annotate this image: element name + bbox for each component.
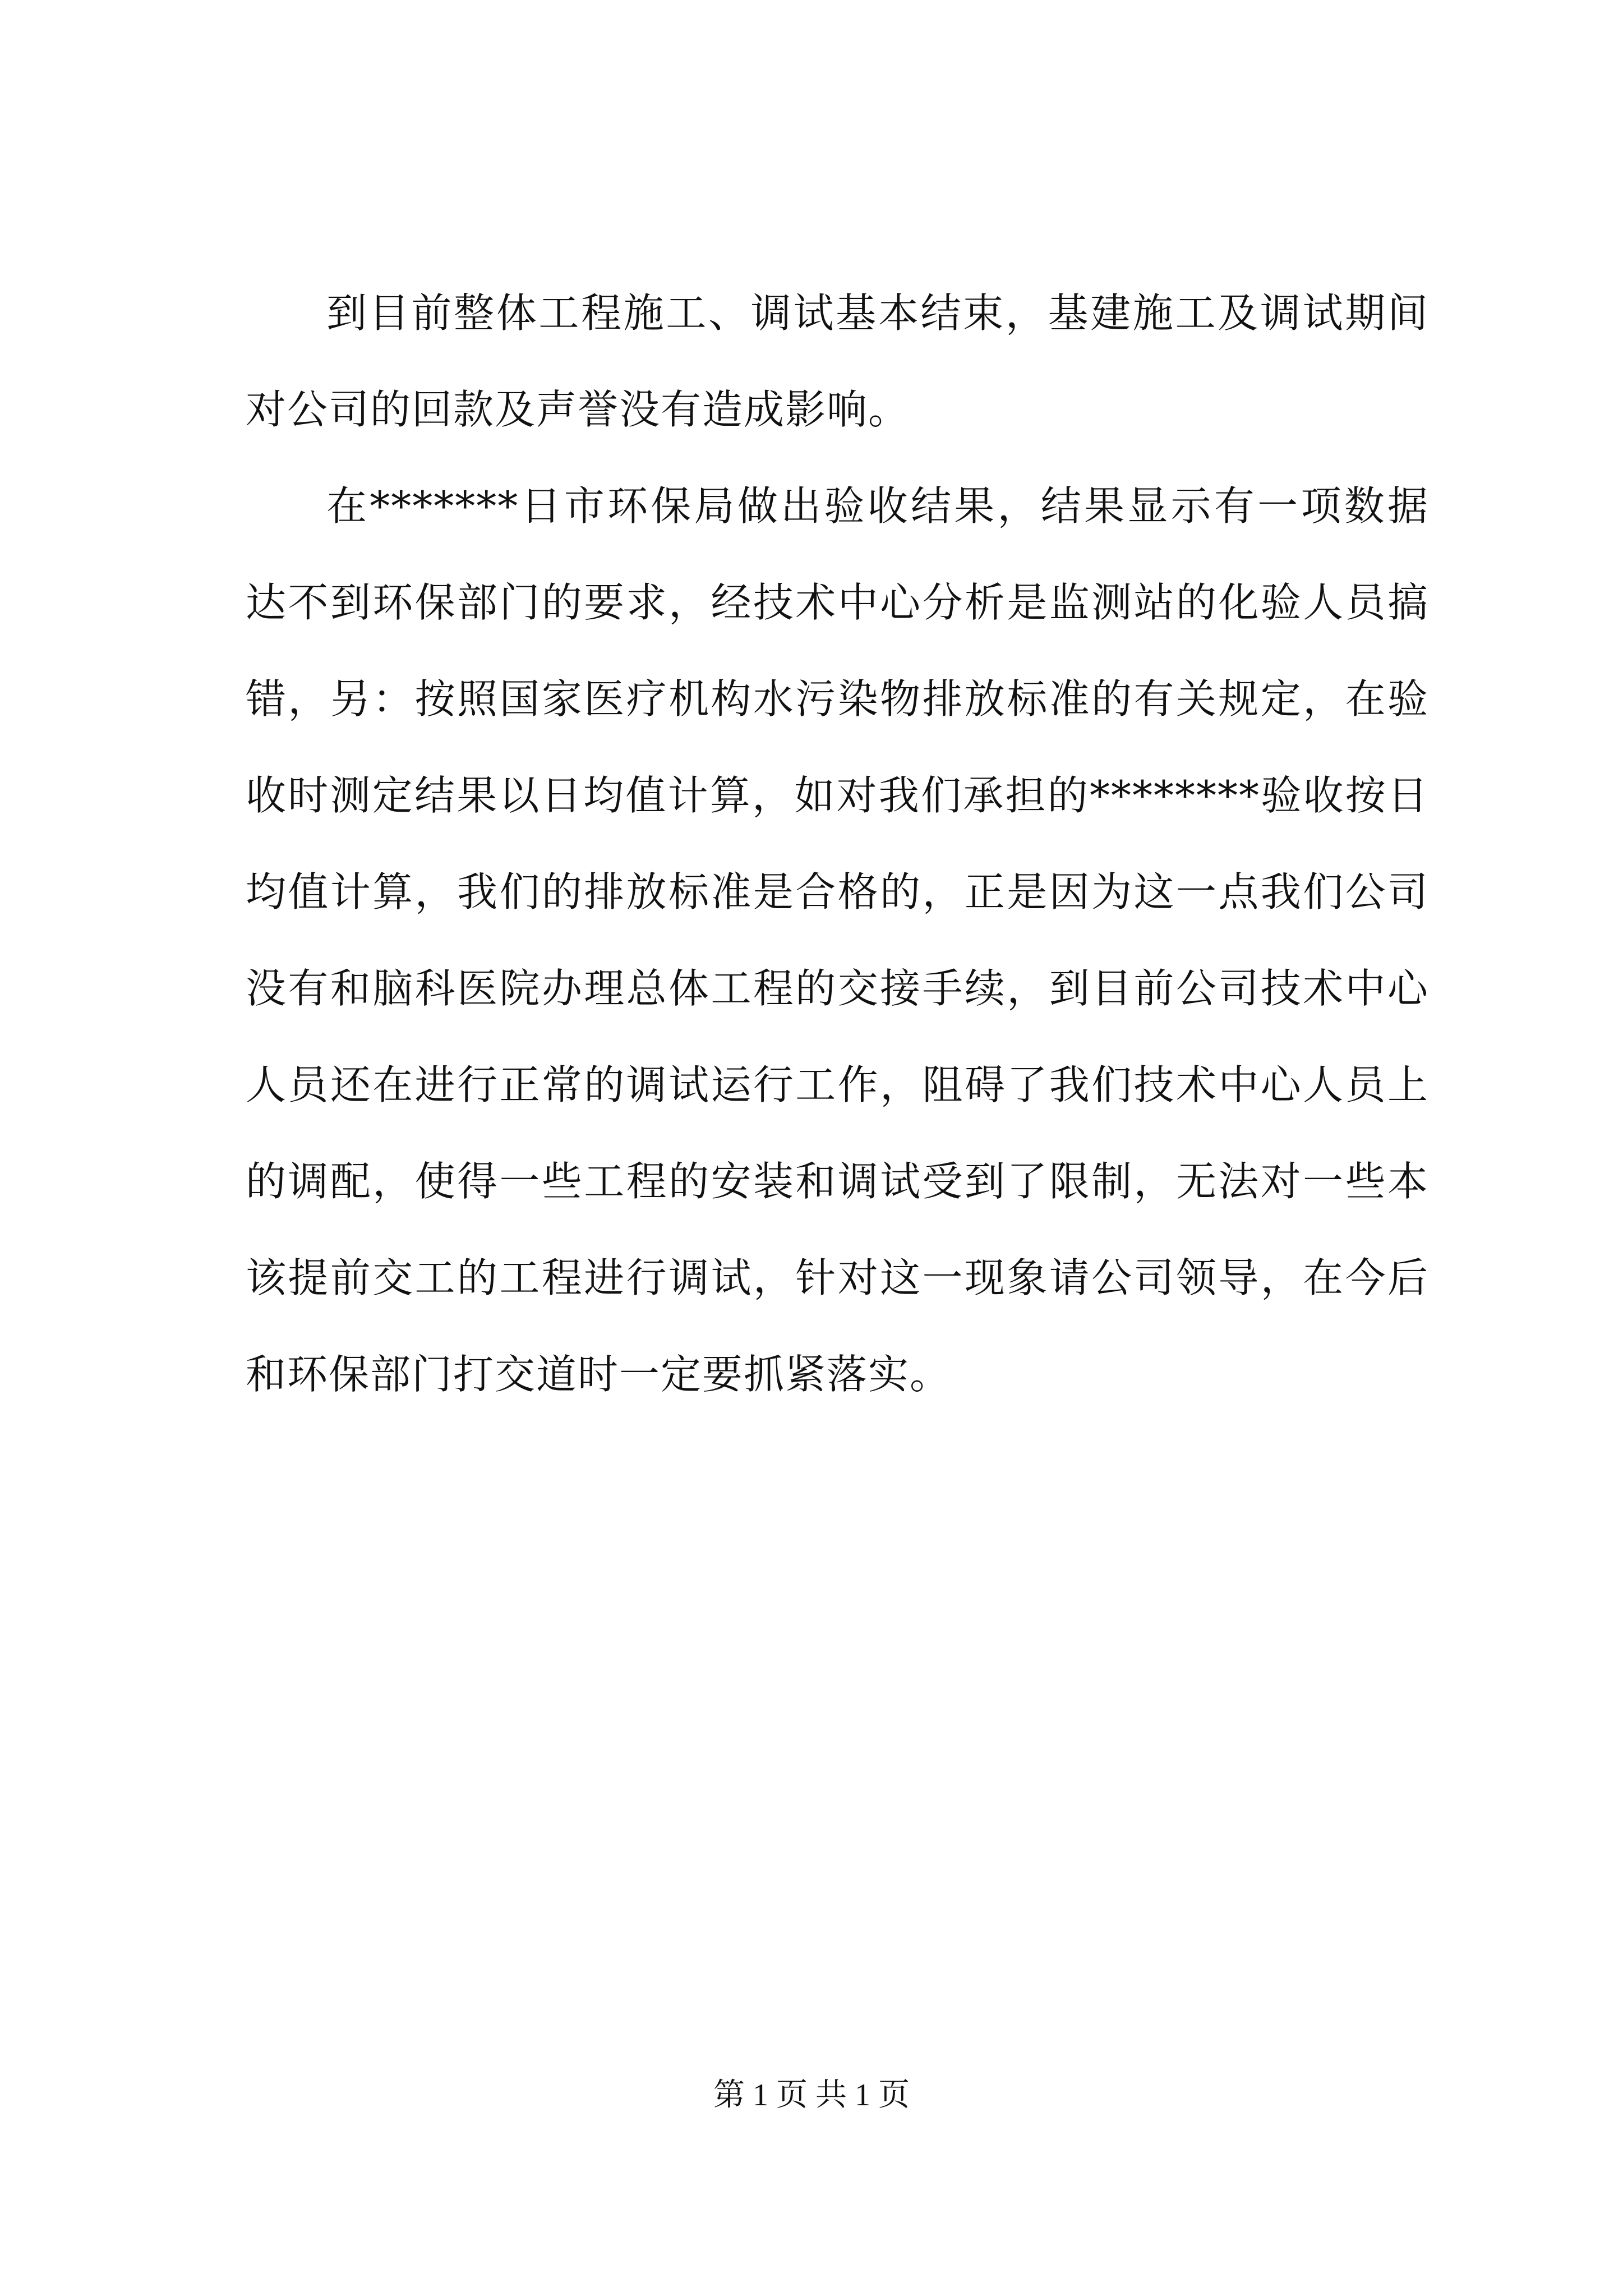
document-body: [246, 265, 1429, 1423]
page-footer: 第 1 页 共 1 页: [713, 2078, 910, 2113]
paragraph-1: 到目前整体工程施工、调试基本结束，基建施工及调试期间对公司的回款及声誉没有造成影响。: [246, 289, 1429, 433]
paragraph-2: 在*******日市环保局做出验收结果，结果显示有一项数据达不到环保部门的要求，经技术中心分析是监测站的化验人员搞错，另：按照国家医疗机构水污染物排放标准的有关规定，在验收时测定结果以日均值计算，如对我们承担的********验收按日均值计算，我们的排放标准是合格的，正是因为这一点我们公司没有和脑科医院办理总体工程的交接手续，到目前公司技术中心人员还在进行正常的调试运行工作，阻碍了我们技术中心人员上的调配，使得一些工程的安装和调试受到了限制，无法对一些本该提前交工的工程进行调试，针对这一现象请公司领导，在今后和环保部门打交道时一定要抓紧落实。: [246, 482, 1429, 1398]
